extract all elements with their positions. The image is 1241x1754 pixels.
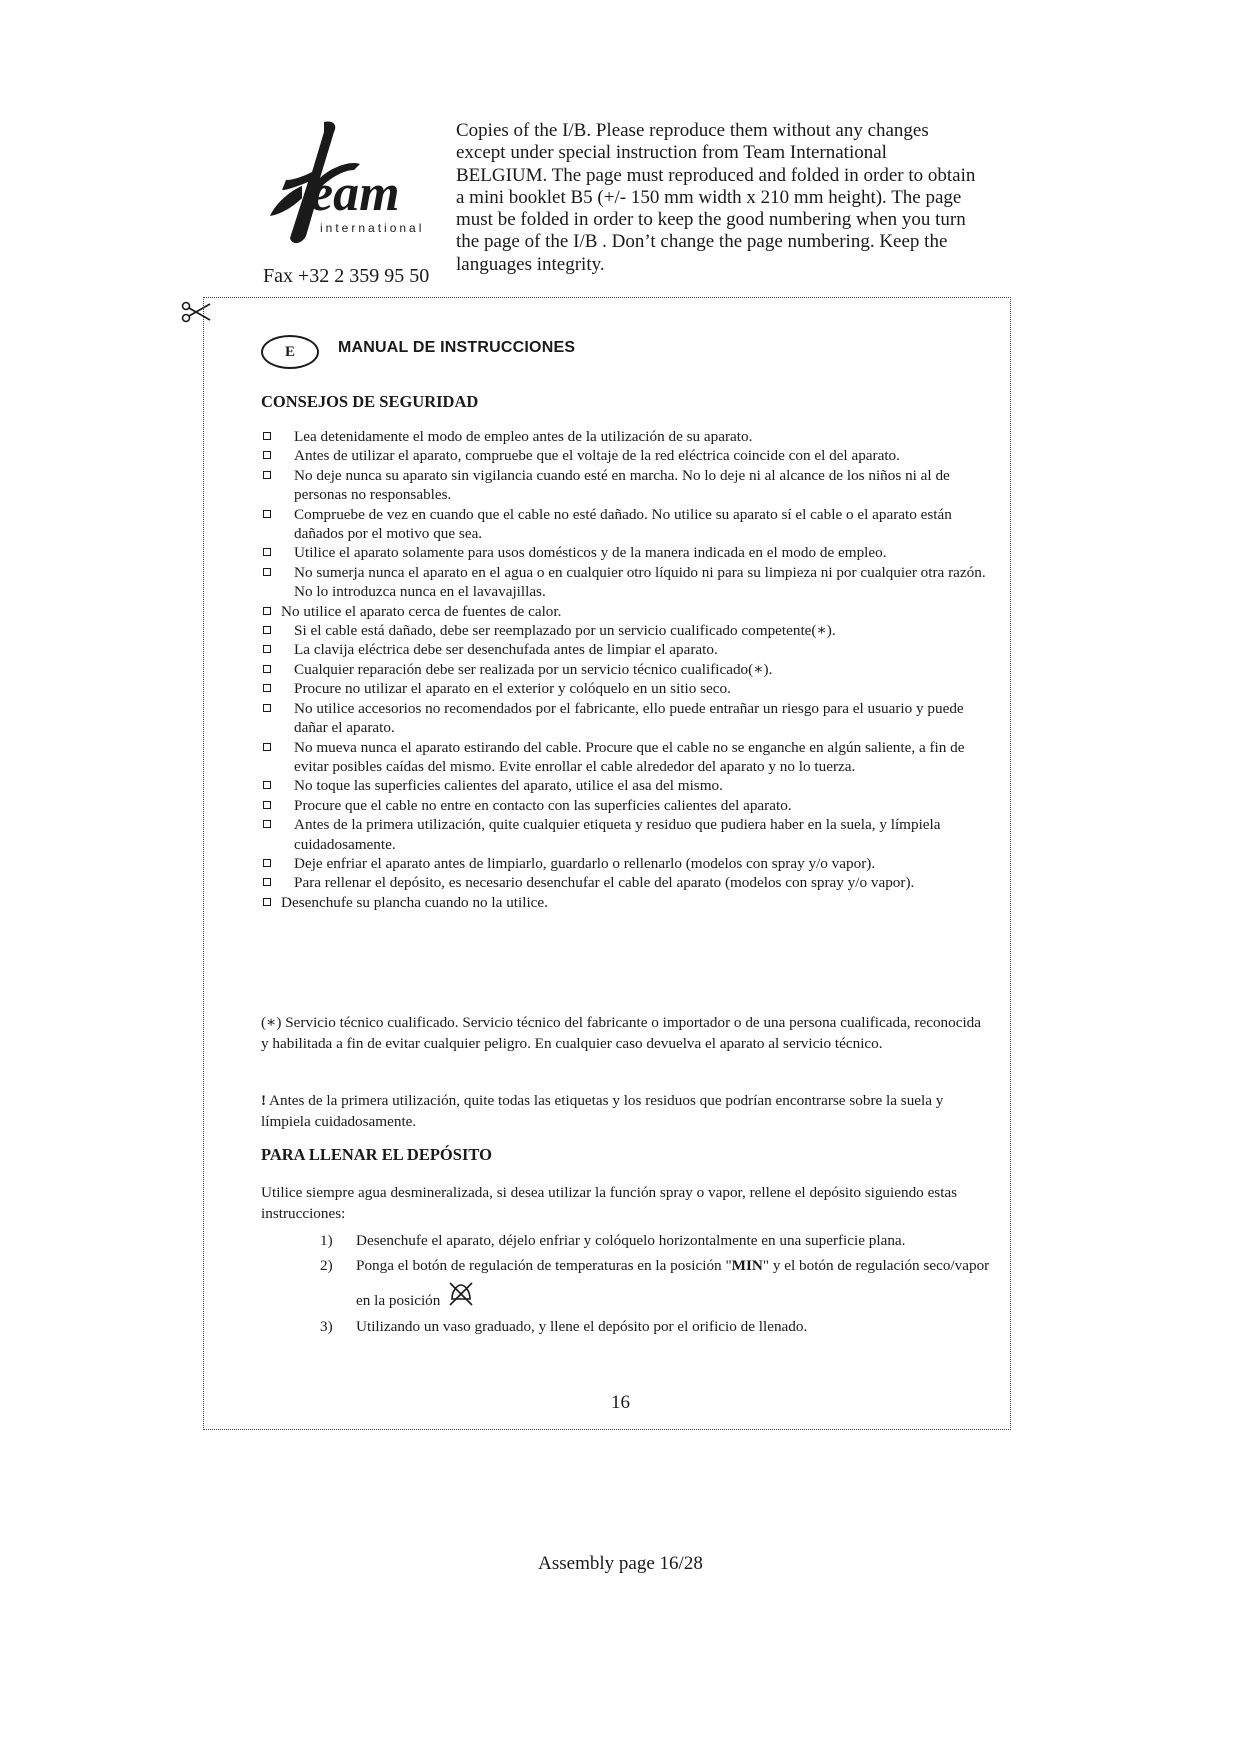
checkbox-icon [263, 510, 271, 518]
list-item: No deje nunca su aparato sin vigilancia cuando esté en marcha. No lo deje ni al alcance de los niños ni al de personas no responsables. [261, 466, 991, 505]
fill-heading: PARA LLENAR EL DEPÓSITO [261, 1145, 492, 1164]
manual-title: MANUAL DE INSTRUCCIONES [338, 339, 576, 356]
list-item: Cualquier reparación debe ser realizada por un servicio técnico cualificado(∗). [261, 660, 991, 679]
list-item: No mueva nunca el aparato estirando del cable. Procure que el cable no se enganche en algún saliente, a fin de evitar posibles caídas del mismo. Evite enrollar el cable alrededor del aparato y no lo tuerza. [261, 738, 991, 777]
list-item: Deje enfriar el aparato antes de limpiarlo, guardarlo o rellenarlo (modelos con spray y/o vapor). [261, 854, 991, 873]
fill-intro: Utilice siempre agua desmineralizada, si desea utilizar la función spray o vapor, rellene el depósito siguiendo estas instrucciones: [261, 1184, 958, 1222]
checkbox-icon [263, 665, 271, 673]
reproduction-notice: Copies of the I/B. Please reproduce them without any changes except under special instruction from Team International BELGIUM. The page must reproduced and folded in order to obtain a mini booklet B5 (+/- 150 mm width x 210 mm height). The page must be folded in order to keep the good numbering when you turn the page of the I/B . Don’t change the page numbering. Keep the languages integrity. [456, 120, 976, 275]
service-note: (∗) Servicio técnico cualificado. Servicio técnico del fabricante o importador o de una persona cualificada, reconocida y habilitada a fin de evitar cualquier peligro. En cualquier caso devuelva el aparato al servicio técnico. [261, 1014, 982, 1052]
step-item: 3) Utilizando un vaso graduado, y llene el depósito por el orificio de llenado. [320, 1318, 808, 1335]
checkbox-icon [263, 898, 271, 906]
checkbox-icon [263, 781, 271, 789]
checkbox-icon [263, 451, 271, 459]
checkbox-icon [263, 432, 271, 440]
list-item: Antes de utilizar el aparato, compruebe que el voltaje de la red eléctrica coincide con el del aparato. [261, 446, 991, 465]
checkbox-icon [263, 645, 271, 653]
svg-text:eam: eam [310, 165, 400, 222]
list-item: La clavija eléctrica debe ser desenchufada antes de limpiar el aparato. [261, 640, 991, 659]
checkbox-icon [263, 607, 271, 615]
list-item: Lea detenidamente el modo de empleo antes de la utilización de su aparato. [261, 427, 991, 446]
no-steam-icon [448, 1281, 474, 1307]
checkbox-icon [263, 878, 271, 886]
checkbox-icon [263, 548, 271, 556]
list-item: No toque las superficies calientes del aparato, utilice el asa del mismo. [261, 776, 991, 795]
first-use-note: ! Antes de la primera utilización, quite todas las etiquetas y los residuos que podrían encontrarse sobre la suela y límpiela cuidadosamente. [261, 1092, 944, 1130]
list-item: Procure no utilizar el aparato en el exterior y colóquelo en un sitio seco. [261, 679, 991, 698]
checkbox-icon [263, 704, 271, 712]
list-item: No utilice el aparato cerca de fuentes de calor. [261, 602, 991, 621]
list-item: No sumerja nunca el aparato en el agua o en cualquier otro líquido ni para su limpieza ni por cualquier otra razón. No lo introduzca nunca en el lavavajillas. [261, 563, 991, 602]
checkbox-icon [263, 626, 271, 634]
checkbox-icon [263, 859, 271, 867]
list-item: Utilice el aparato solamente para usos domésticos y de la manera indicada en el modo de empleo. [261, 543, 991, 562]
page-number: 16 [611, 1392, 630, 1413]
team-international-logo [262, 118, 432, 258]
checkbox-icon [263, 471, 271, 479]
fax-number: Fax +32 2 359 95 50 [263, 265, 430, 287]
safety-list [261, 427, 991, 912]
checkbox-icon [263, 743, 271, 751]
checkbox-icon [263, 820, 271, 828]
fill-steps [320, 1230, 1000, 1337]
list-item: Procure que el cable no entre en contacto con las superficies calientes del aparato. [261, 796, 991, 815]
language-badge: E [261, 335, 319, 369]
checkbox-icon [263, 801, 271, 809]
list-item: Si el cable está dañado, debe ser reemplazado por un servicio cualificado competente(∗). [261, 621, 991, 640]
list-item: Para rellenar el depósito, es necesario desenchufar el cable del aparato (modelos con spray y/o vapor). [261, 873, 991, 892]
checkbox-icon [263, 684, 271, 692]
list-item: No utilice accesorios no recomendados por el fabricante, ello puede entrañar un riesgo para el usuario y puede dañar el aparato. [261, 699, 991, 738]
step-item: 1) Desenchufe el aparato, déjelo enfriar y colóquelo horizontalmente en una superficie plana. [320, 1232, 906, 1249]
list-item: Antes de la primera utilización, quite cualquier etiqueta y residuo que pudiera haber en la suela, y límpiela cuidadosamente. [261, 815, 991, 854]
step-item: 2) Ponga el botón de regulación de temperaturas en la posición "MIN" y el botón de regulación seco/vapor en la posición [320, 1257, 990, 1309]
assembly-page-label: Assembly page 16/28 [538, 1553, 703, 1574]
safety-heading: CONSEJOS DE SEGURIDAD [261, 392, 479, 411]
checkbox-icon [263, 568, 271, 576]
list-item: Compruebe de vez en cuando que el cable no esté dañado. No utilice su aparato sí el cable o el aparato están dañados por el motivo que sea. [261, 505, 991, 544]
list-item: Desenchufe su plancha cuando no la utilice. [261, 893, 991, 912]
svg-text:international: international [320, 221, 425, 235]
